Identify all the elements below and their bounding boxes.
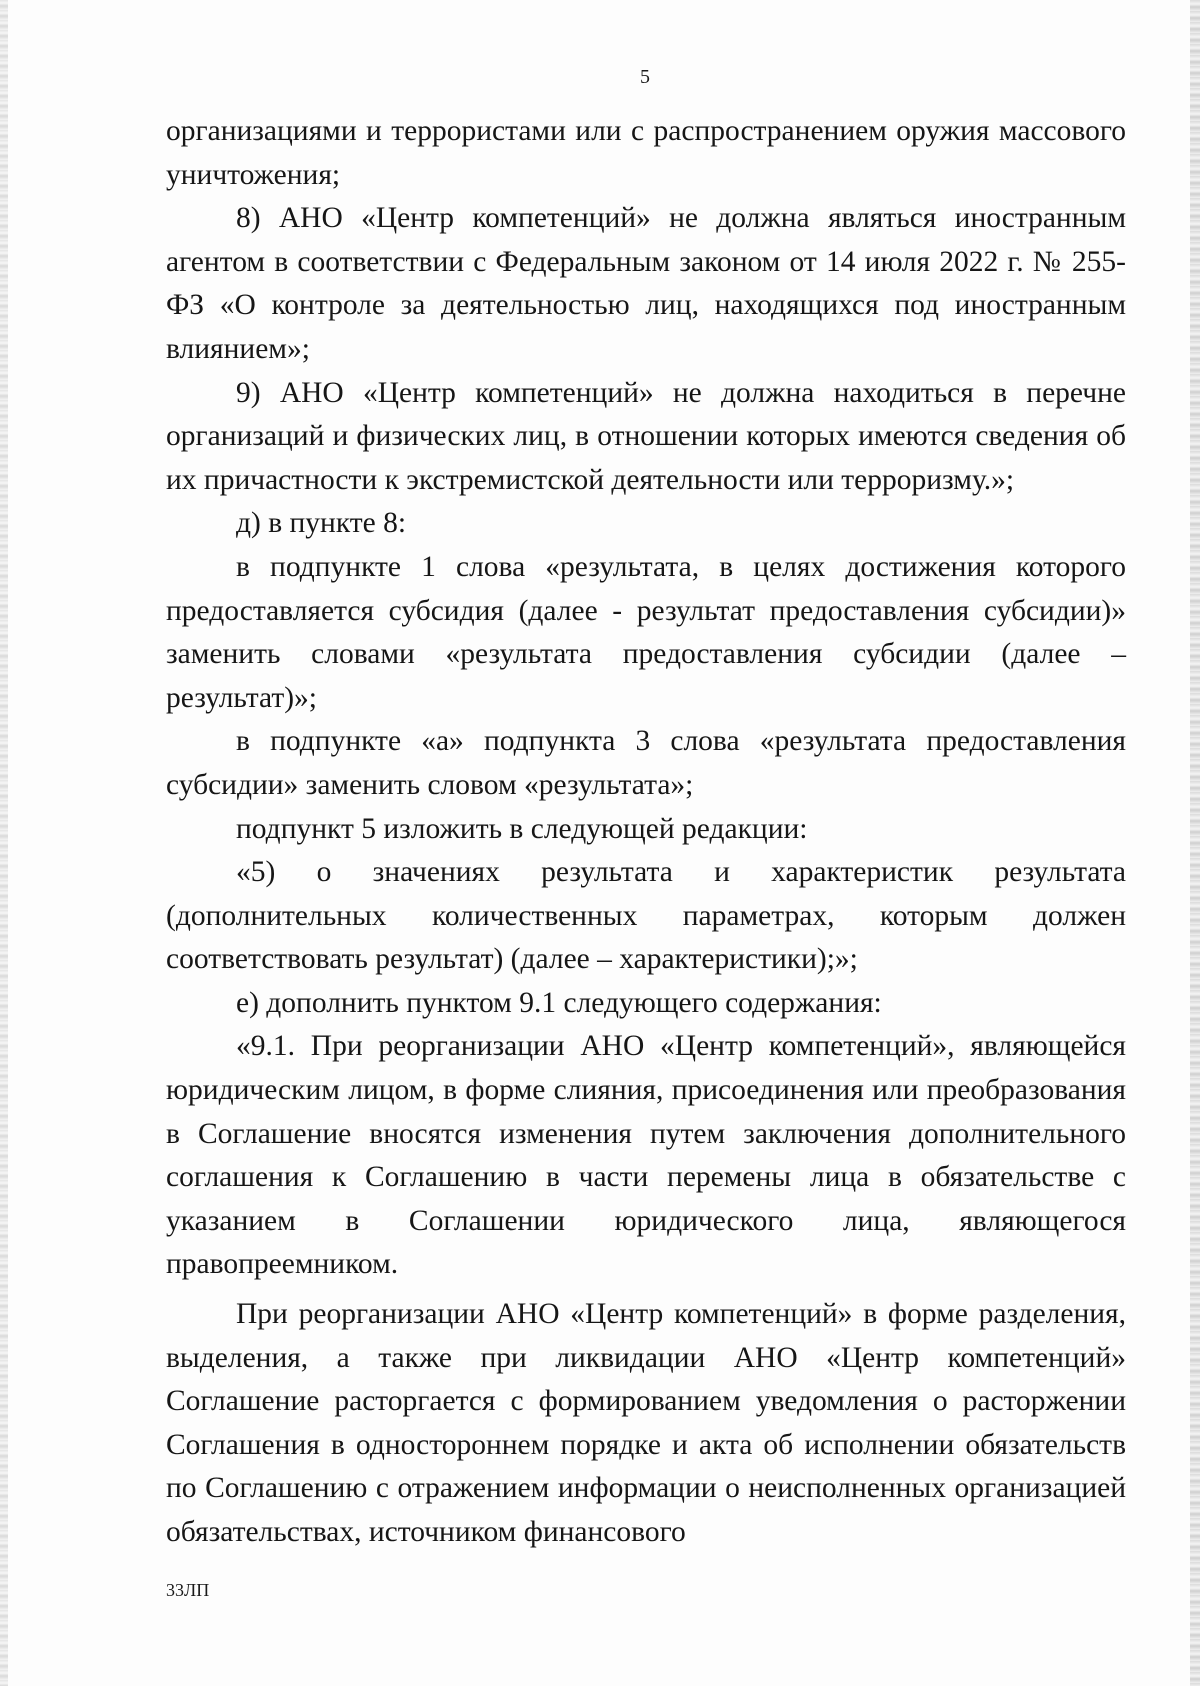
scan-edge-left	[0, 0, 8, 1686]
paragraph: «9.1. При реорганизации АНО «Центр компетенций», являющейся юридическим лицом, в форме слияния, присоединения или преобразования в Соглашение вносятся изменения путем заключения дополнительного соглашения к Соглашению в части перемены лица в обязательстве с указанием в Соглашении юридического лица, являющегося правопреемником.	[166, 1030, 1126, 1281]
paragraph: д) в пункте 8:	[236, 507, 407, 540]
paragraph: «5) о значениях результата и характеристик результата (дополнительных количественных параметрах, которым должен соответствовать результат) (далее – характеристики);»;	[166, 856, 1126, 976]
paragraph: организациями и террористами или с распространением оружия массового уничтожения;	[166, 115, 1126, 191]
paragraph: в подпункте «а» подпункта 3 слова «результата предоставления субсидии» заменить словом «результата»;	[166, 725, 1126, 801]
footer-code: 33ЛП	[166, 1580, 210, 1600]
page-number: 5	[640, 66, 650, 88]
paragraph: в подпункте 1 слова «результата, в целях достижения которого предоставляется субсидия (далее - результат предоставления субсидии)» заменить словами «результата предоставления субсидии (далее – результат)»;	[166, 550, 1126, 714]
paragraph: подпункт 5 изложить в следующей редакции:	[236, 812, 808, 845]
paragraph: 9) АНО «Центр компетенций» не должна находиться в перечне организаций и физических лиц, в отношении которых имеются сведения об их причастности к экстремистской деятельности или терроризму.»;	[166, 376, 1126, 496]
paragraph: е) дополнить пунктом 9.1 следующего содержания:	[236, 986, 882, 1019]
document-body	[166, 110, 1126, 1555]
paragraph: 8) АНО «Центр компетенций» не должна являться иностранным агентом в соответствии с Федеральным законом от 14 июля 2022 г. № 255-ФЗ «О контроле за деятельностью лиц, находящихся под иностранным влиянием»;	[166, 202, 1126, 365]
scan-edge-right	[1190, 0, 1200, 1686]
paragraph: При реорганизации АНО «Центр компетенций» в форме разделения, выделения, а также при ликвидации АНО «Центр компетенций» Соглашение расторгается с формированием уведомления о расторжении Соглашения в одностороннем порядке и акта об исполнении обязательств по Соглашению с отражением информации о неисполненных организацией обязательствах, источником финансового	[166, 1298, 1126, 1548]
